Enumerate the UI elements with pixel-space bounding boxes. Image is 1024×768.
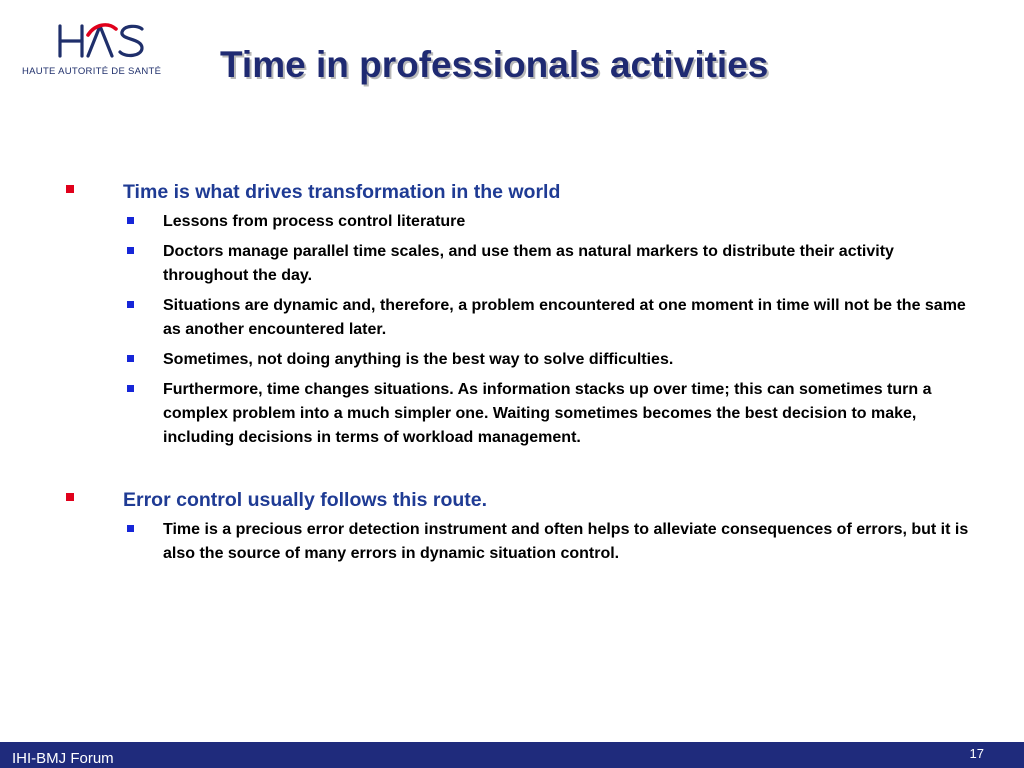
level2-bullet: [62, 518, 982, 566]
level1-text: Error control usually follows this route.: [123, 489, 488, 511]
footer-bar: [0, 742, 1024, 768]
has-logo-mark: [58, 20, 148, 60]
level2-text: Sometimes, not doing anything is the best way to solve difficulties.: [163, 351, 674, 368]
blue-square-bullet-icon: [127, 355, 134, 362]
level2-bullet: [62, 348, 982, 372]
bullet-group: [62, 180, 982, 450]
slide-content: [62, 180, 982, 566]
logo-subtitle: HAUTE AUTORITÉ DE SANTÉ: [22, 66, 162, 77]
blue-square-bullet-icon: [127, 217, 134, 224]
level1-bullet: [62, 488, 982, 512]
level2-text: Time is a precious error detection instrument and often helps to alleviate consequences of errors, but it is also the source of many errors in dynamic situation control.: [163, 521, 969, 562]
level2-bullet: [62, 294, 982, 342]
level2-bullet: [62, 378, 982, 450]
level2-text: Lessons from process control literature: [163, 213, 466, 230]
red-square-bullet-icon: [66, 185, 74, 193]
blue-square-bullet-icon: [127, 525, 134, 532]
level2-bullet: [62, 240, 982, 288]
level1-text: Time is what drives transformation in the world: [123, 181, 561, 203]
slide-title: Time in professionals activities: [220, 44, 769, 85]
level2-text: Situations are dynamic and, therefore, a problem encountered at one moment in time will not be the same as another encountered later.: [163, 297, 966, 338]
level2-bullet: [62, 210, 982, 234]
blue-square-bullet-icon: [127, 301, 134, 308]
blue-square-bullet-icon: [127, 385, 134, 392]
bullet-group: [62, 488, 982, 566]
level2-text: Doctors manage parallel time scales, and use them as natural markers to distribute their activity throughout the day.: [163, 243, 894, 284]
red-square-bullet-icon: [66, 493, 74, 501]
level1-bullet: [62, 180, 982, 204]
blue-square-bullet-icon: [127, 247, 134, 254]
slide-number: 17: [969, 746, 984, 761]
footer-label: IHI-BMJ Forum: [12, 750, 114, 767]
level2-text: Furthermore, time changes situations. As information stacks up over time; this can sometimes turn a complex problem into a much simpler one. Waiting sometimes becomes the best decision to make, including decisions in terms of workload management.: [163, 381, 932, 446]
has-logo: [22, 20, 178, 82]
